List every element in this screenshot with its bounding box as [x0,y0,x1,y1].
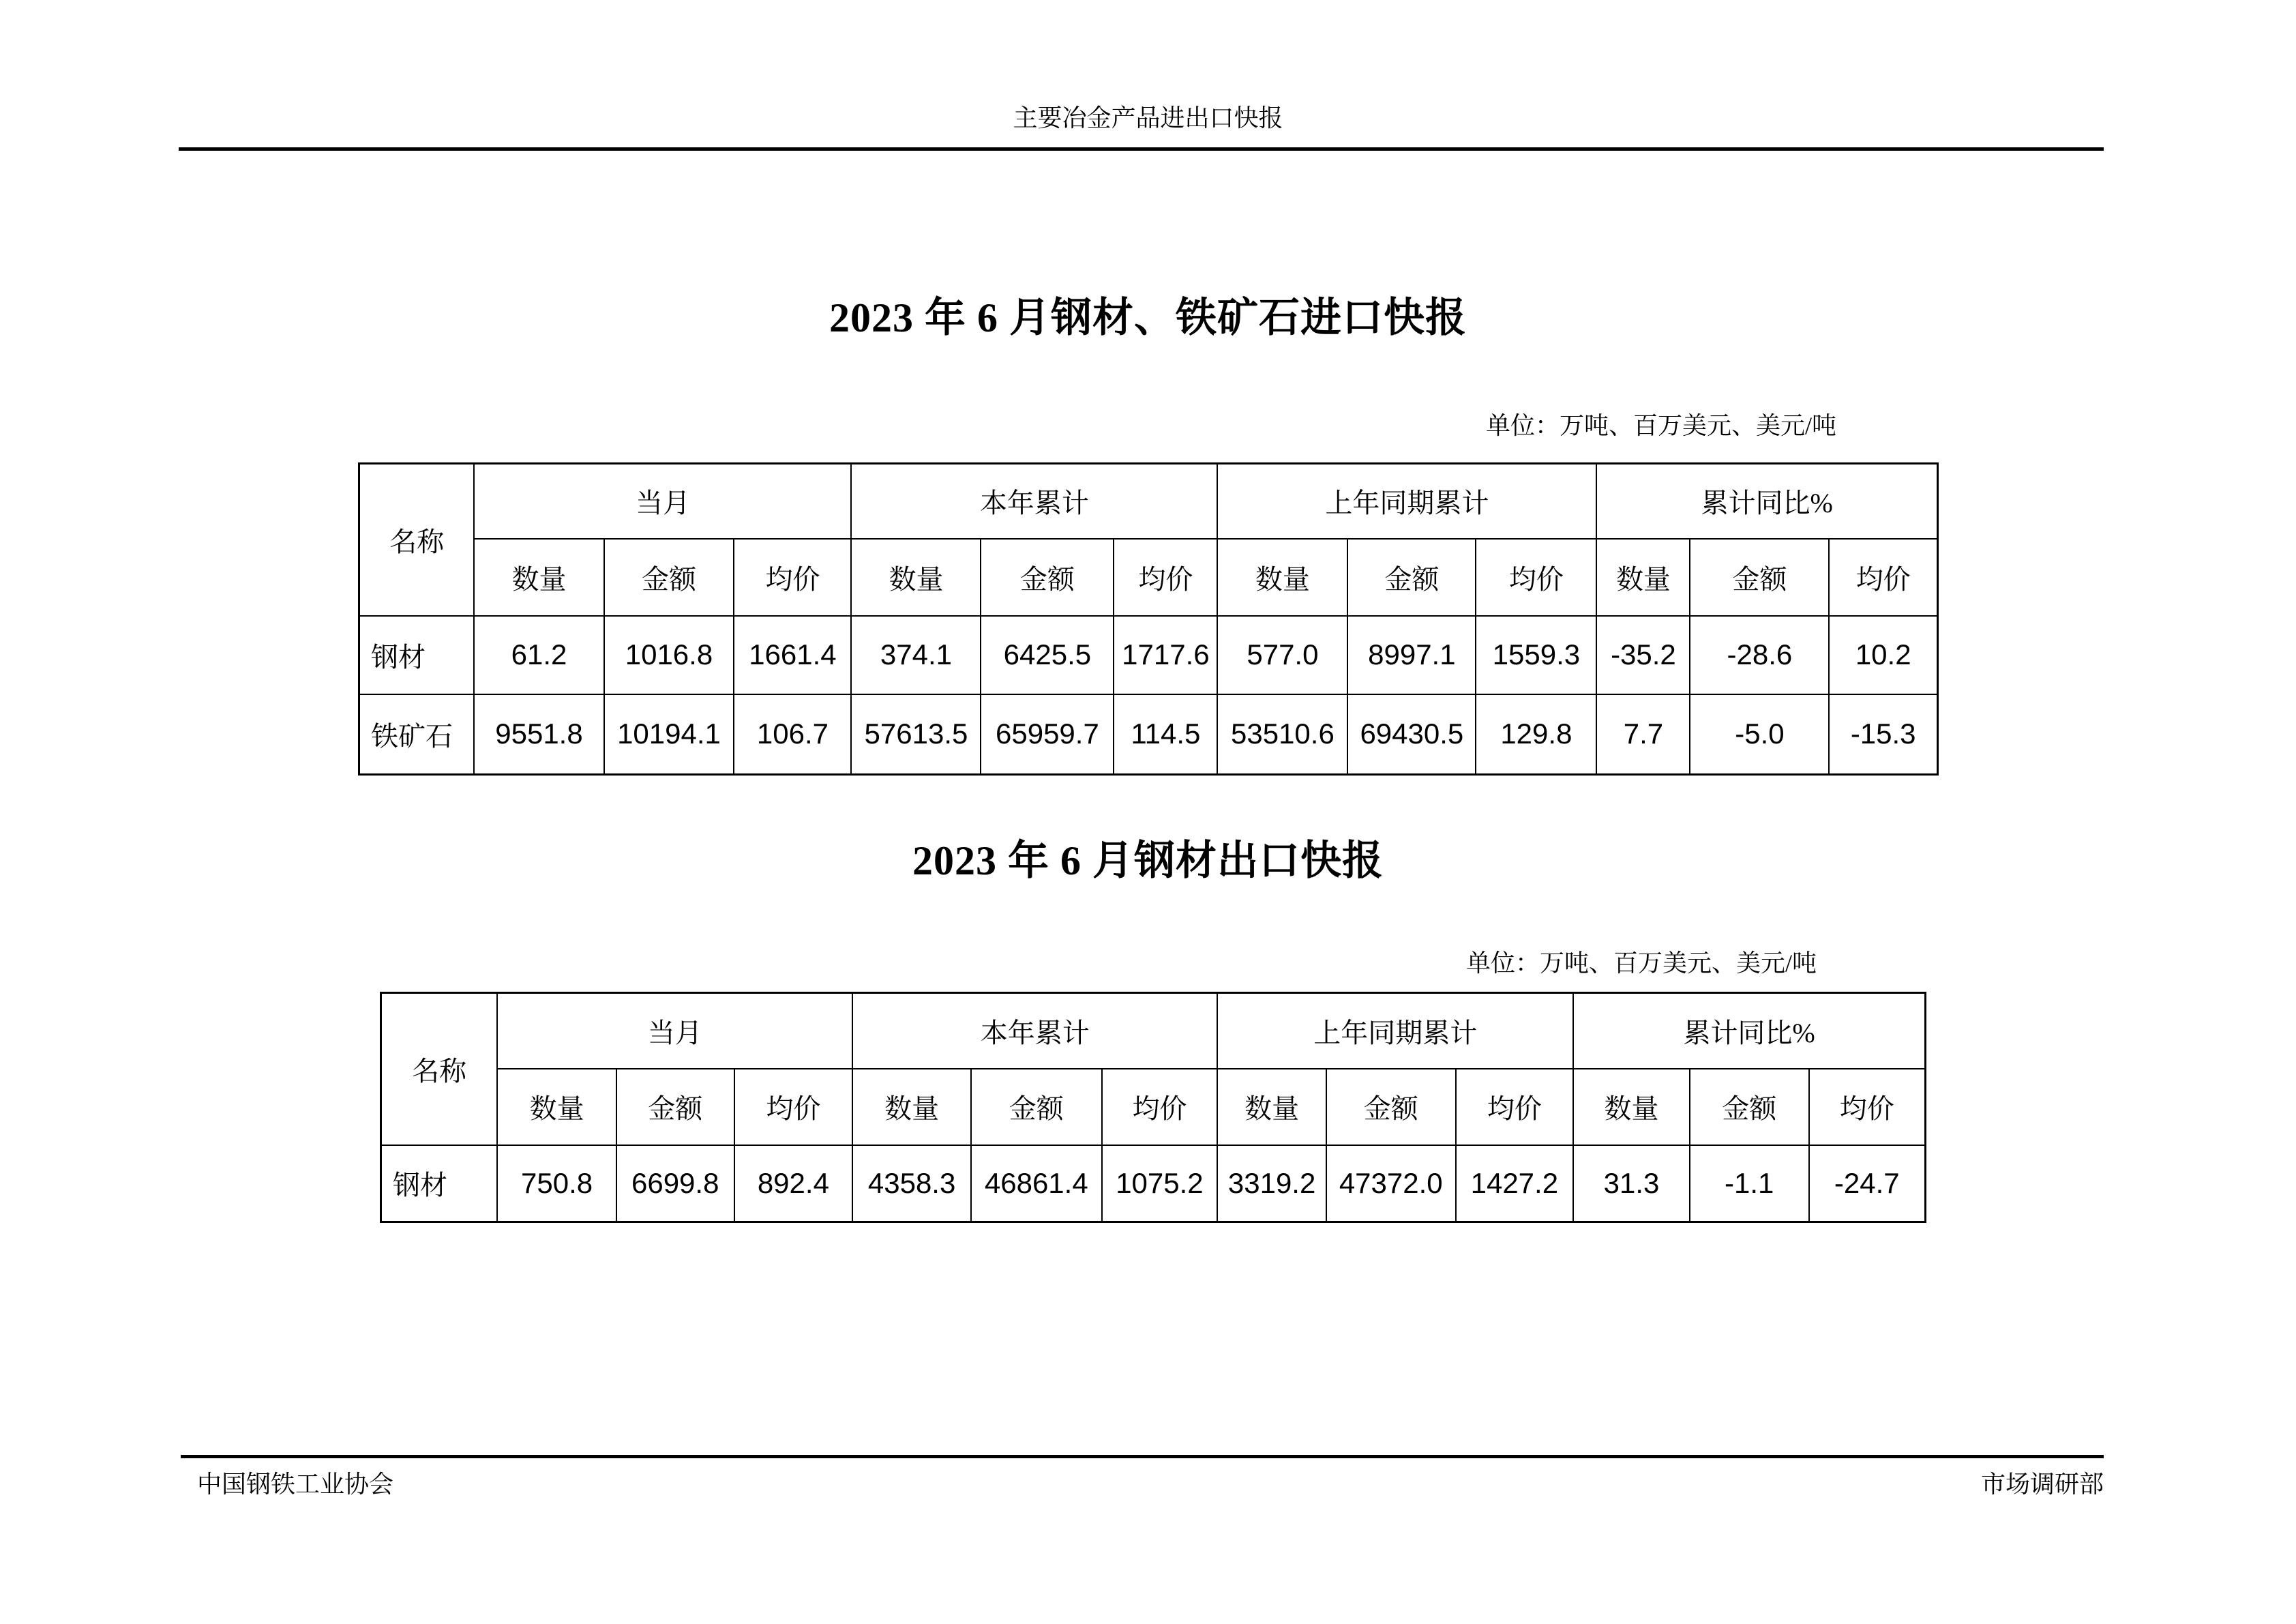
col-group-year-to-date: 本年累计 [851,464,1217,539]
table-cell: 114.5 [1114,694,1217,775]
col-header-quantity: 数量 [1573,1069,1690,1145]
import-unit-note: 单位：万吨、百万美元、美元/吨 [1485,412,1836,439]
col-header-quantity: 数量 [497,1069,616,1145]
col-group-cumulative-yoy: 累计同比% [1573,993,1925,1069]
col-group-current-month: 当月 [474,464,851,539]
col-header-avg-price: 均价 [1809,1069,1926,1145]
table-cell: 1016.8 [604,616,734,694]
document-header-title: 主要冶金产品进出口快报 [1013,104,1283,132]
col-header-amount: 金额 [604,539,734,616]
col-header-quantity: 数量 [851,539,981,616]
table-cell: 47372.0 [1326,1145,1456,1222]
footer-department: 市场调研部 [1980,1471,2104,1498]
table-cell: 4358.3 [852,1145,971,1222]
table-cell: 1075.2 [1102,1145,1218,1222]
table-cell: 9551.8 [474,694,603,775]
col-header-avg-price: 均价 [734,539,851,616]
col-group-cumulative-yoy: 累计同比% [1596,464,1937,539]
col-group-last-year-same-period: 上年同期累计 [1217,993,1573,1069]
col-header-avg-price: 均价 [1114,539,1217,616]
col-header-quantity: 数量 [852,1069,971,1145]
table-cell: 1661.4 [734,616,851,694]
table-cell: 10194.1 [604,694,734,775]
col-group-current-month: 当月 [497,993,852,1069]
footer-rule [181,1455,2104,1458]
table-cell: 577.0 [1217,616,1347,694]
export-table [380,992,1926,1223]
group-header-row [381,993,1926,1069]
table-cell: 374.1 [851,616,981,694]
export-unit-note: 单位：万吨、百万美元、美元/吨 [1465,949,1817,977]
col-header-avg-price: 均价 [1102,1069,1218,1145]
table-cell: 57613.5 [851,694,981,775]
table-row-steel [359,616,1938,694]
sub-header-row [381,1069,1926,1145]
row-name-cell: 钢材 [359,616,475,694]
col-header-quantity: 数量 [474,539,603,616]
col-header-amount: 金额 [1347,539,1476,616]
row-name-cell: 钢材 [381,1145,498,1222]
table-cell: 129.8 [1476,694,1596,775]
col-header-avg-price: 均价 [1476,539,1596,616]
row-name-cell: 铁矿石 [359,694,475,775]
col-header-amount: 金额 [1690,539,1829,616]
sub-header-row [359,539,1938,616]
table-cell: -1.1 [1690,1145,1809,1222]
table-cell: 46861.4 [971,1145,1102,1222]
col-header-amount: 金额 [616,1069,734,1145]
table-cell: 892.4 [734,1145,853,1222]
footer-organization: 中国钢铁工业协会 [197,1471,394,1498]
import-table [358,462,1939,776]
table-cell: 750.8 [497,1145,616,1222]
col-header-amount: 金额 [981,539,1114,616]
table-cell: -35.2 [1596,616,1690,694]
col-header-quantity: 数量 [1217,539,1347,616]
col-header-amount: 金额 [1690,1069,1809,1145]
table-cell: -5.0 [1690,694,1829,775]
table-cell: 106.7 [734,694,851,775]
header-rule [179,147,2104,151]
table-cell: 7.7 [1596,694,1690,775]
col-header-amount: 金额 [1326,1069,1456,1145]
table-cell: 65959.7 [981,694,1114,775]
group-header-row [359,464,1938,539]
table-cell: 1559.3 [1476,616,1596,694]
col-header-avg-price: 均价 [1456,1069,1574,1145]
col-header-avg-price: 均价 [734,1069,853,1145]
table-row-steel [381,1145,1926,1222]
table-cell: -15.3 [1829,694,1937,775]
table-cell: -24.7 [1809,1145,1926,1222]
table-cell: 8997.1 [1347,616,1476,694]
col-header-quantity: 数量 [1217,1069,1326,1145]
col-group-year-to-date: 本年累计 [852,993,1217,1069]
table-cell: -28.6 [1690,616,1829,694]
col-header-amount: 金额 [971,1069,1102,1145]
table-cell: 6425.5 [981,616,1114,694]
col-header-name: 名称 [381,993,498,1145]
table-cell: 1427.2 [1456,1145,1574,1222]
table-cell: 31.3 [1573,1145,1690,1222]
col-group-last-year-same-period: 上年同期累计 [1217,464,1596,539]
table-cell: 53510.6 [1217,694,1347,775]
col-header-quantity: 数量 [1596,539,1690,616]
table-row-iron-ore [359,694,1938,775]
col-header-name: 名称 [359,464,475,616]
table-cell: 3319.2 [1217,1145,1326,1222]
table-cell: 10.2 [1829,616,1937,694]
table-cell: 1717.6 [1114,616,1217,694]
col-header-avg-price: 均价 [1829,539,1937,616]
table-cell: 69430.5 [1347,694,1476,775]
table-cell: 61.2 [474,616,603,694]
table-cell: 6699.8 [616,1145,734,1222]
export-section-title: 2023 年 6 月钢材出口快报 [912,838,1384,883]
import-section-title: 2023 年 6 月钢材、铁矿石进口快报 [829,295,1467,340]
